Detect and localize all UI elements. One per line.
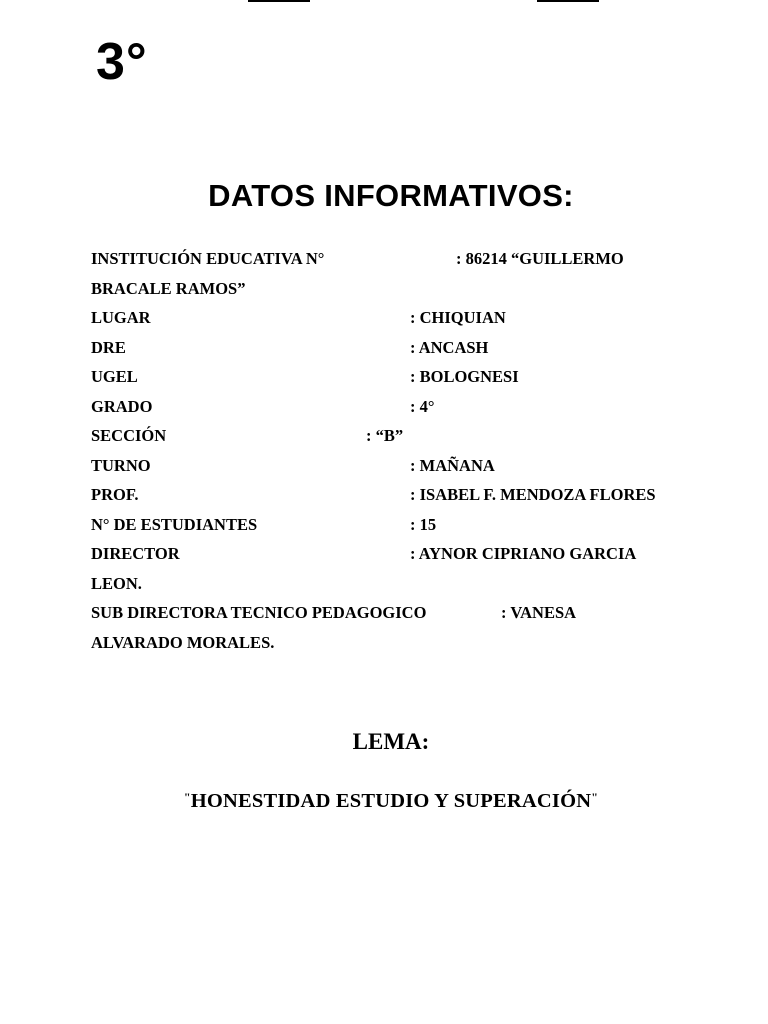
info-value: : ANCASH — [410, 337, 489, 357]
info-value: : BOLOGNESI — [410, 367, 519, 386]
info-label: SECCIÓN — [91, 426, 167, 445]
info-value: : 15 — [410, 514, 437, 534]
info-value: : CHIQUIAN — [410, 308, 506, 327]
info-label: DRE — [91, 337, 126, 357]
info-label: UGEL — [91, 367, 138, 386]
info-value: : VANESA — [501, 603, 577, 622]
info-row-institucion-continued — [91, 276, 711, 306]
info-label: N° DE ESTUDIANTES — [91, 514, 258, 534]
info-value-continuation: LEON. — [91, 573, 142, 593]
info-value-continuation: ALVARADO MORALES. — [91, 632, 275, 652]
info-label: SUB DIRECTORA TECNICO PEDAGOGICO — [91, 603, 427, 622]
document-title: DATOS INFORMATIVOS: — [208, 178, 574, 213]
info-row-lugar — [91, 305, 711, 335]
info-row-director — [91, 541, 711, 571]
info-row-estudiantes — [91, 512, 711, 542]
info-label: GRADO — [91, 396, 153, 416]
info-value: : MAÑANA — [410, 455, 495, 475]
top-rule-left — [248, 0, 310, 2]
info-value: : AYNOR CIPRIANO GARCIA — [410, 544, 637, 563]
info-row-prof — [91, 482, 711, 512]
info-row-turno — [91, 453, 711, 483]
info-label: INSTITUCIÓN EDUCATIVA N° — [91, 249, 325, 268]
info-value: : 86214 “GUILLERMO — [456, 249, 624, 268]
info-label: DIRECTOR — [91, 544, 180, 563]
motto-heading: LEMA: — [352, 729, 430, 754]
info-row-subdirectora — [91, 600, 711, 630]
info-row-grado — [91, 394, 711, 424]
motto — [0, 783, 768, 815]
info-value: : “B” — [366, 426, 404, 445]
info-row-seccion — [91, 423, 711, 453]
info-label: TURNO — [91, 455, 151, 475]
info-block — [91, 246, 711, 659]
info-row-institucion — [91, 246, 711, 276]
info-value: : ISABEL F. MENDOZA FLORES — [410, 485, 656, 504]
top-rule-right — [537, 0, 599, 2]
info-row-dre — [91, 335, 711, 365]
motto-text: HONESTIDAD ESTUDIO Y SUPERACIÓN — [190, 790, 592, 812]
info-row-director-continued — [91, 571, 711, 601]
info-label: PROF. — [91, 485, 139, 504]
motto-close-quote: " — [591, 790, 599, 804]
info-value-continuation: BRACALE RAMOS” — [91, 278, 246, 298]
info-row-ugel — [91, 364, 711, 394]
info-value: : 4° — [410, 396, 435, 416]
info-label: LUGAR — [91, 308, 151, 327]
info-row-subdirectora-continued — [91, 630, 711, 660]
motto-open-quote: " — [183, 790, 191, 804]
grade-mark: 3° — [96, 33, 148, 91]
